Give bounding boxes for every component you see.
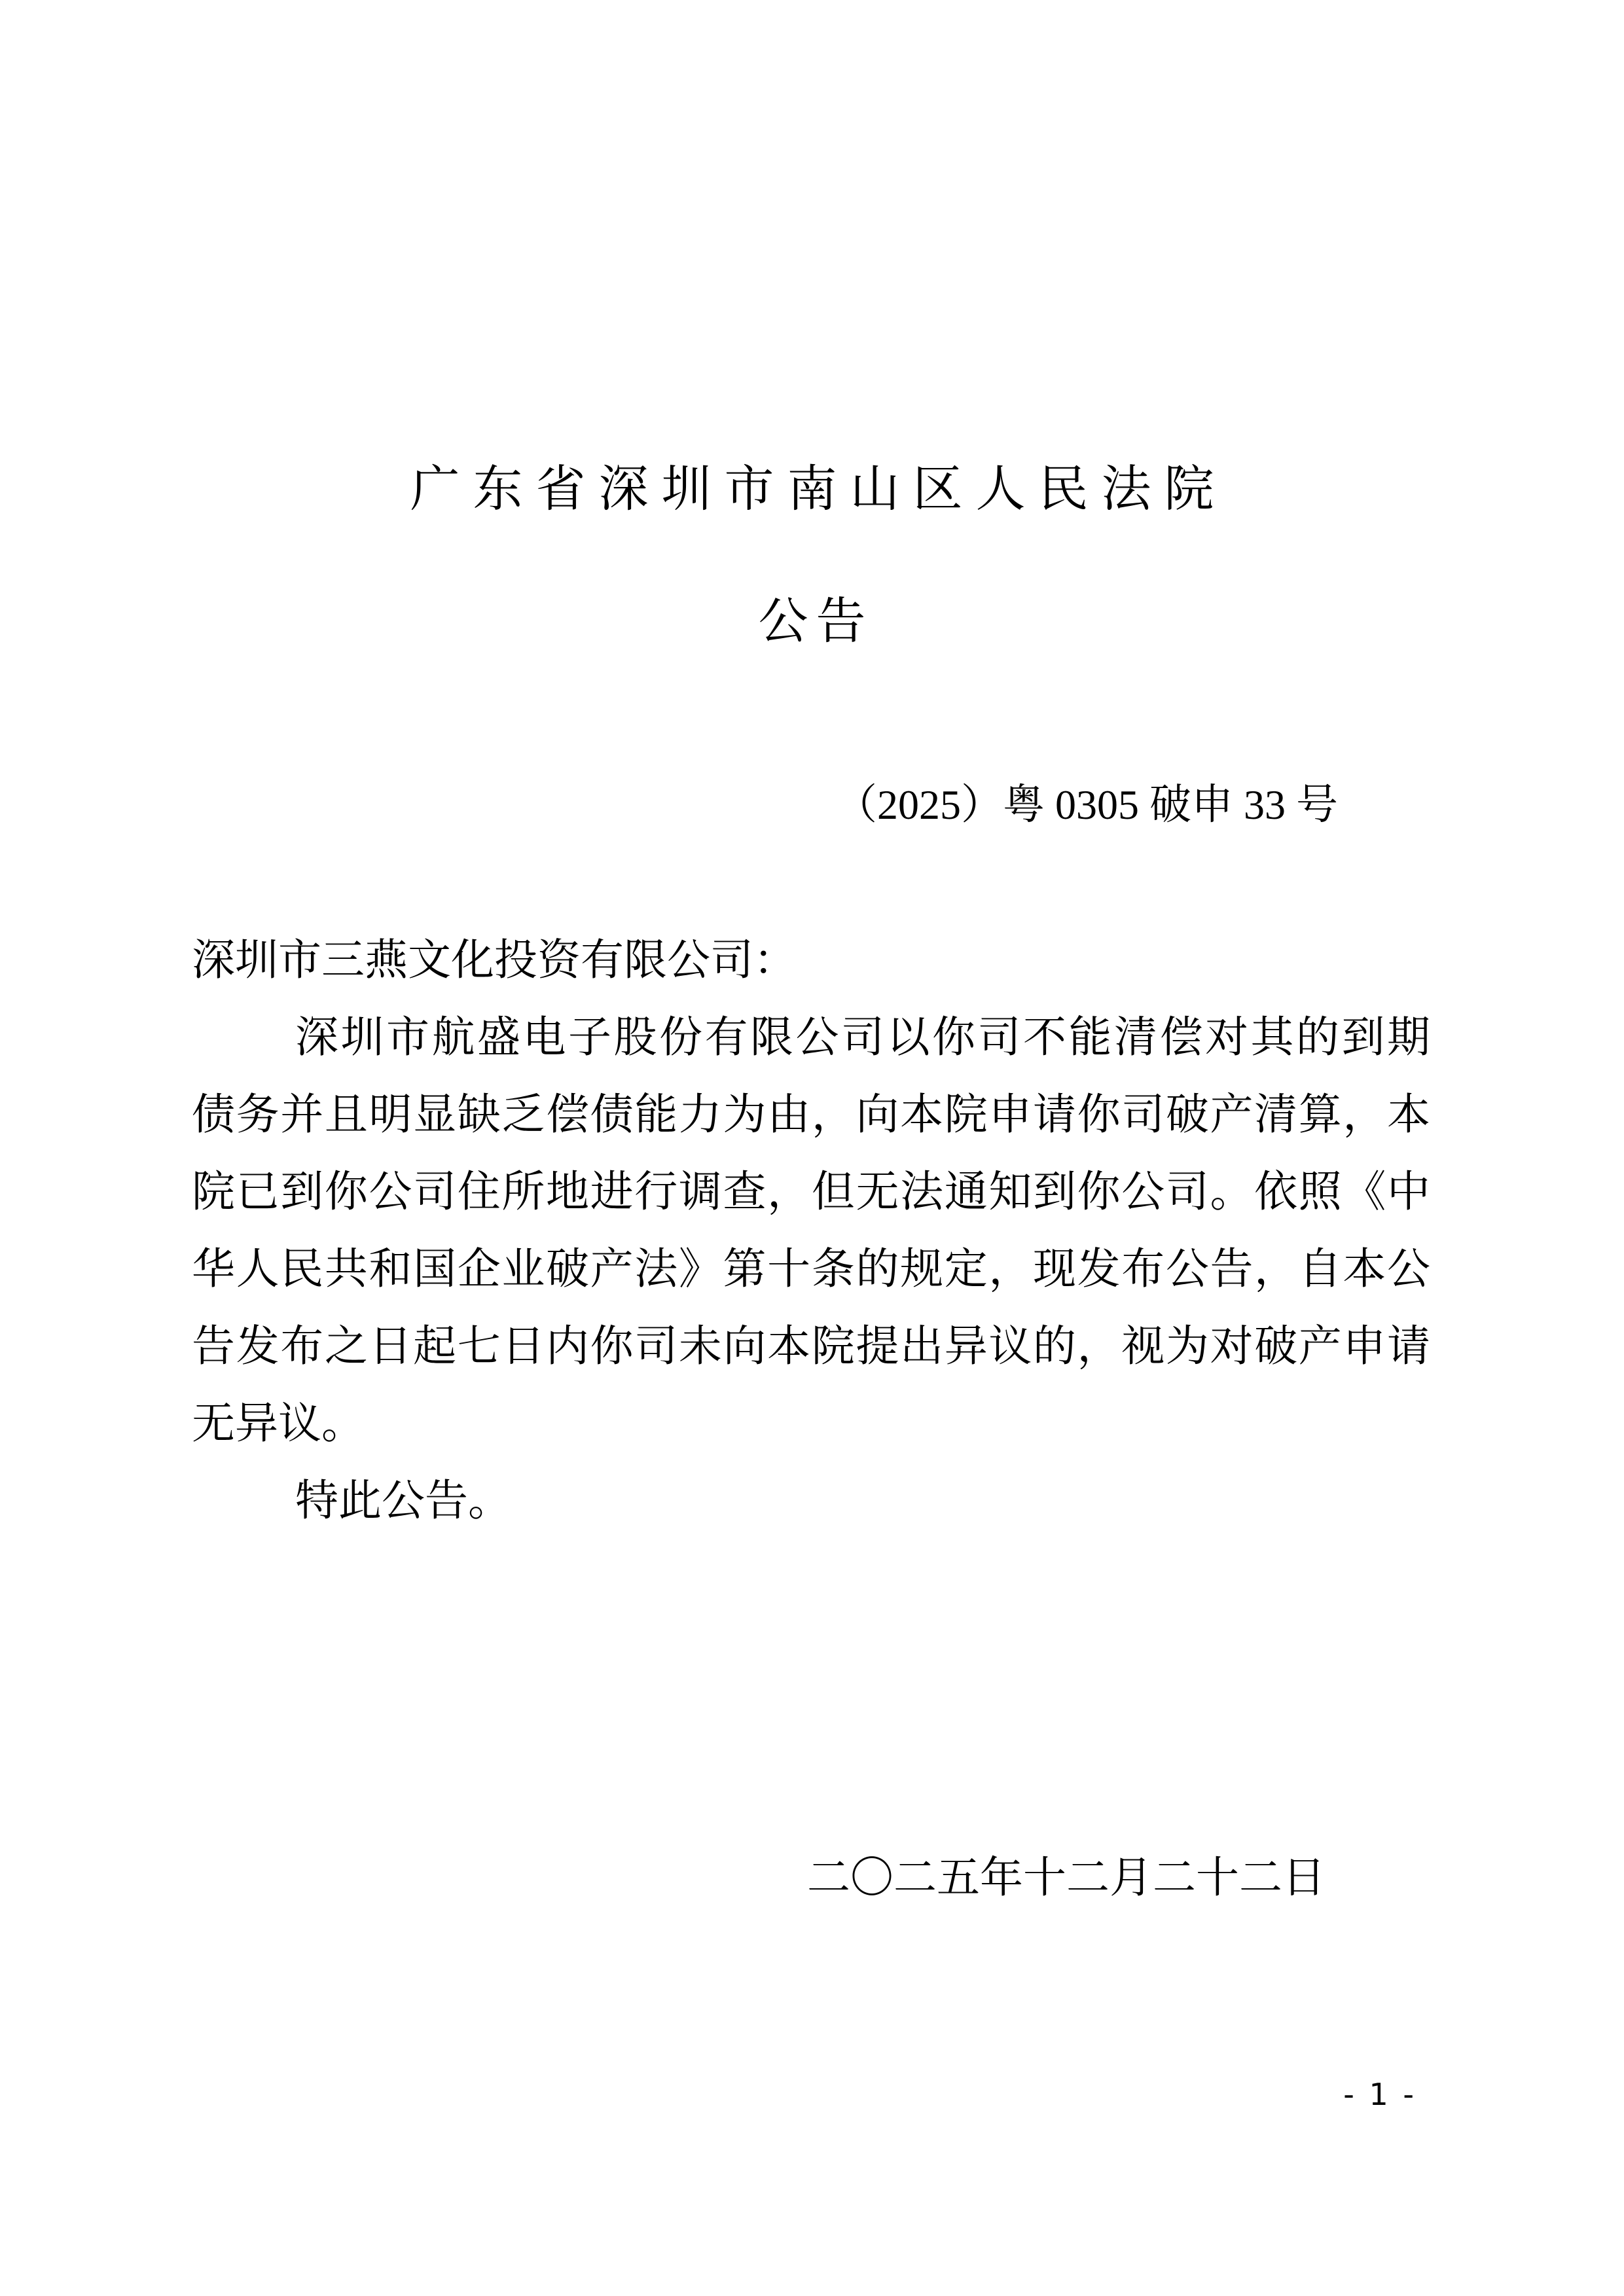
body-line: 深圳市航盛电子股份有限公司以你司不能清偿对其的到期 <box>295 1014 1430 1062</box>
court-name-heading: 广东省深圳市南山区人民法院 <box>410 462 1227 517</box>
page-number: - 1 - <box>1343 2077 1414 2112</box>
document-date: 二〇二五年十二月二十二日 <box>807 1854 1326 1902</box>
document-body <box>192 922 1430 1540</box>
body-line: 无异议。 <box>192 1400 365 1448</box>
body-line: 债务并且明显缺乏偿债能力为由，向本院申请你司破产清算，本 <box>192 1091 1430 1139</box>
body-line: 告发布之日起七日内你司未向本院提出异议的，视为对破产申请 <box>192 1323 1430 1371</box>
closing-line: 特此公告。 <box>295 1477 511 1525</box>
document-title: 公告 <box>758 594 874 649</box>
addressee-line: 深圳市三燕文化投资有限公司： <box>192 937 797 984</box>
body-paragraph <box>192 999 1430 1463</box>
body-line: 华人民共和国企业破产法》第十条的规定，现发布公告，自本公 <box>192 1246 1430 1293</box>
body-line: 院已到你公司住所地进行调查，但无法通知到你公司。依照《中 <box>192 1168 1430 1216</box>
case-number: （2025）粤 0305 破申 33 号 <box>835 781 1338 828</box>
